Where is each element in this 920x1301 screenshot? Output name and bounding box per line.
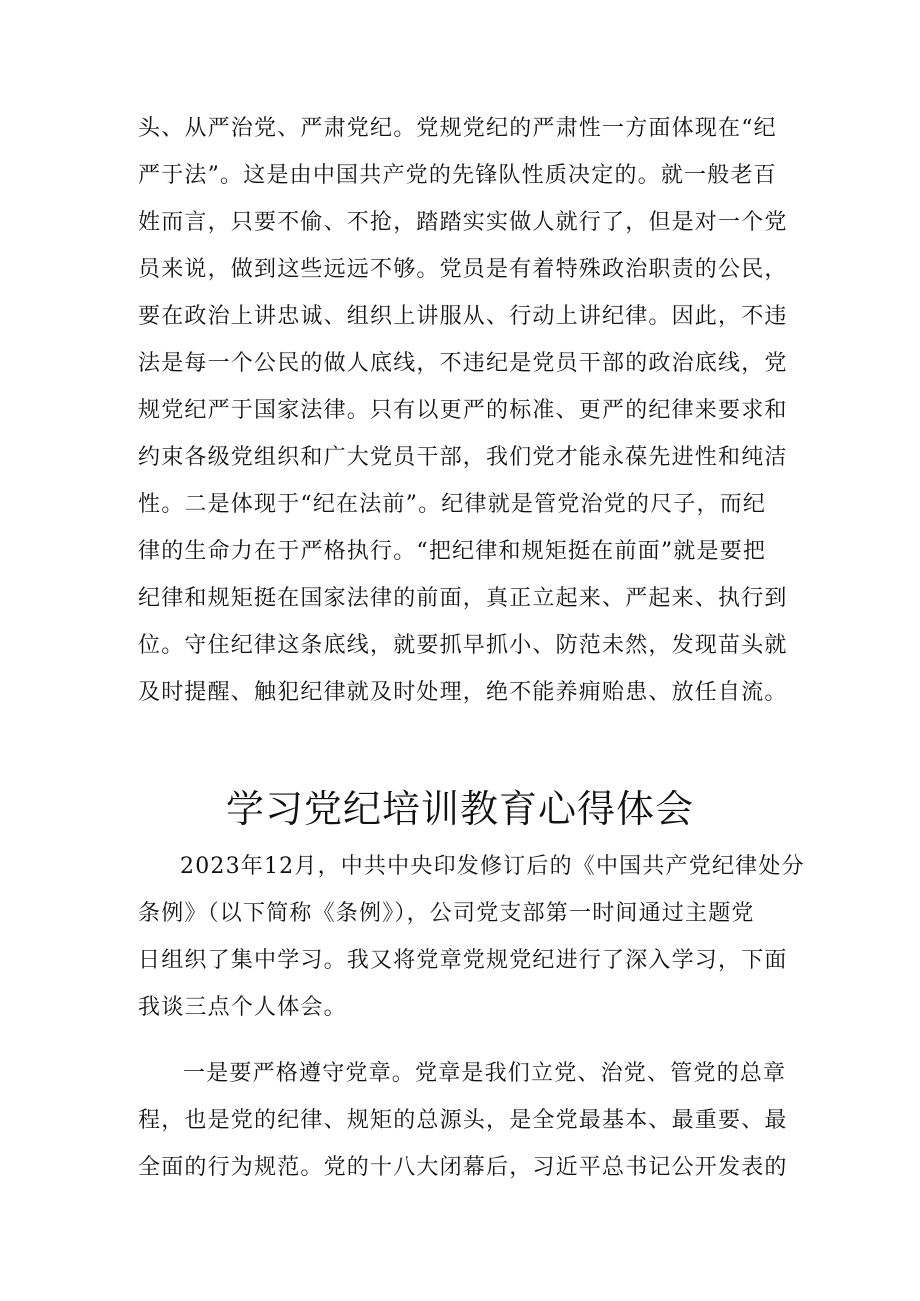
paragraph-line: 员来说，做到这些远远不够。党员是有着特殊政治职责的公民， (138, 257, 788, 282)
paragraph-line: 我谈三点个人体会。 (138, 995, 347, 1020)
paragraph-line: 2023年12月，中共中央印发修订后的《中国共产党纪律处分 (180, 854, 805, 879)
paragraph-line: 纪律和规矩挺在国家法律的前面，真正立起来、严起来、执行到 (138, 586, 788, 611)
paragraph-line: 严于法”。这是由中国共产党的先锋队性质决定的。就一般老百 (138, 163, 777, 188)
paragraph-line: 头、从严治党、严肃党纪。党规党纪的严肃性一方面体现在“纪 (138, 116, 777, 141)
paragraph-line: 及时提醒、触犯纪律就及时处理，绝不能养痈贻患、放任自流。 (138, 680, 788, 705)
paragraph-line: 规党纪严于国家法律。只有以更严的标准、更严的纪律来要求和 (138, 398, 788, 423)
paragraph-line: 日组织了集中学习。我又将党章党规党纪进行了深入学习，下面 (138, 948, 788, 973)
paragraph-line: 程，也是党的纪律、规矩的总源头，是全党最基本、最重要、最 (138, 1108, 788, 1133)
paragraph-line: 一是要严格遵守党章。党章是我们立党、治党、管党的总章 (183, 1061, 787, 1086)
paragraph-line: 条例》（以下简称《条例》），公司党支部第一时间通过主题党 (138, 901, 755, 926)
paragraph-line: 性。二是体现于“纪在法前”。纪律就是管党治党的尺子，而纪 (138, 492, 767, 517)
paragraph-line: 法是每一个公民的做人底线，不违纪是党员干部的政治底线，党 (138, 351, 788, 376)
section-title: 学习党纪培训教育心得体会 (225, 787, 694, 831)
paragraph-line: 约束各级党组织和广大党员干部，我们党才能永葆先进性和纯洁 (138, 445, 788, 470)
paragraph-line: 要在政治上讲忠诚、组织上讲服从、行动上讲纪律。因此，不违 (138, 304, 788, 329)
paragraph-line: 律的生命力在于严格执行。“把纪律和规矩挺在前面”就是要把 (138, 539, 767, 564)
paragraph-line: 位。守住纪律这条底线，就要抓早抓小、防范未然，发现苗头就 (138, 633, 788, 658)
paragraph-line: 姓而言，只要不偷、不抢，踏踏实实做人就行了，但是对一个党 (138, 210, 788, 235)
paragraph-line: 全面的行为规范。党的十八大闭幕后，习近平总书记公开发表的 (138, 1155, 788, 1180)
